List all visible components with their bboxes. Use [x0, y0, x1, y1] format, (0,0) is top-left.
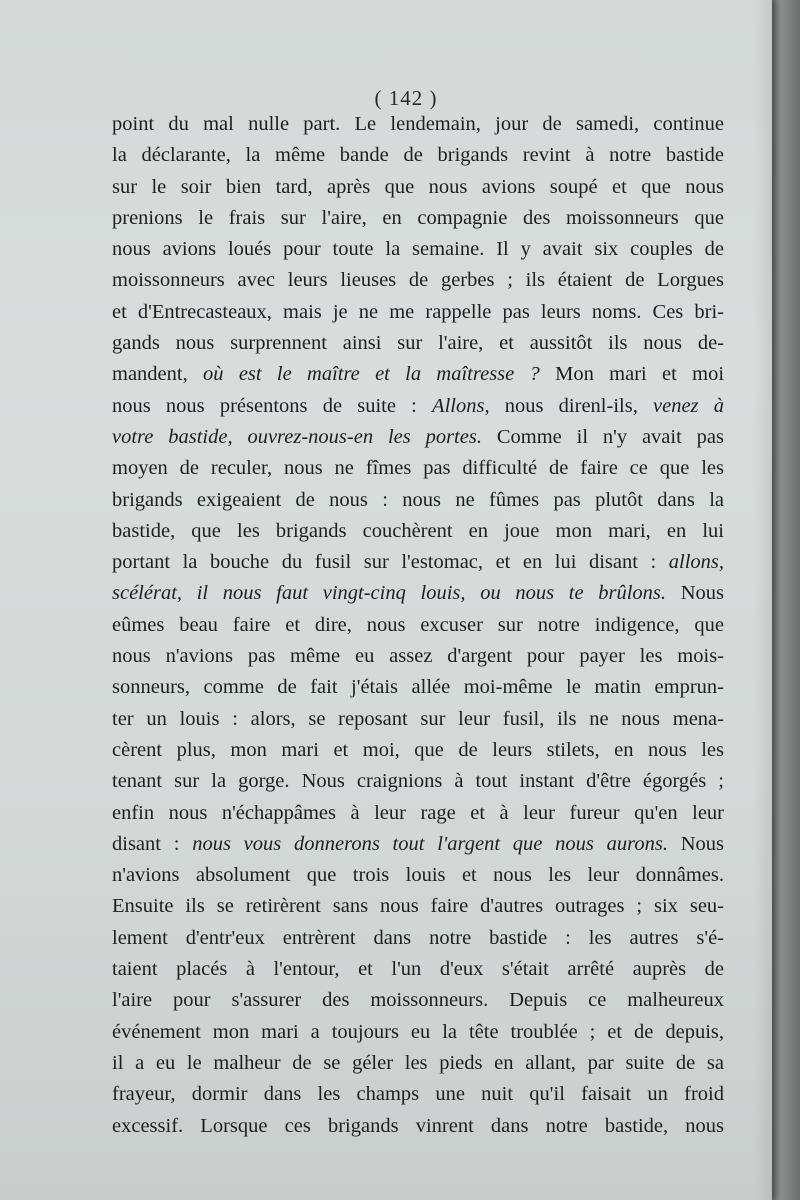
text-run: moissonneurs avec leurs lieuses de gerbes ; ils étaient de Lorgues — [112, 269, 724, 292]
italic-text: nous vous donnerons tout l'argent que nous aurons. — [192, 832, 668, 855]
text-line — [112, 1111, 724, 1142]
text-run: bastide, que les brigands couchèrent en joue mon mari, en lui — [112, 519, 724, 542]
text-line — [112, 516, 724, 547]
text-line — [112, 829, 724, 860]
text-run: mandent, — [112, 363, 204, 386]
text-line — [112, 453, 724, 484]
text-line — [112, 891, 724, 922]
text-run: point du mal nulle part. Le lendemain, jour de samedi, continue — [112, 113, 724, 135]
text-run: sur le soir bien tard, après que nous avions soupé et que nous — [112, 175, 724, 198]
text-run: nous nous présentons de suite : — [112, 394, 433, 417]
text-run: frayeur, dormir dans les champs une nuit qu'il faisait un froid — [112, 1083, 724, 1106]
text-line — [112, 140, 724, 171]
text-run: cèrent plus, mon mari et moi, que de leurs stilets, en nous les — [112, 738, 724, 761]
text-line — [112, 1079, 724, 1110]
text-run: et d'Entrecasteaux, mais je ne me rappelle pas leurs noms. Ces bri- — [112, 300, 724, 323]
text-line — [112, 422, 724, 453]
text-line — [112, 578, 724, 609]
page-number: ( 142 ) — [374, 86, 438, 110]
text-line — [112, 798, 724, 829]
text-run: eûmes beau faire et dire, nous excuser sur notre indigence, que — [112, 613, 724, 636]
text-run: gands nous surprennent ainsi sur l'aire, et aussitôt ils nous de- — [112, 332, 724, 355]
text-line — [112, 766, 724, 797]
text-run: Nous — [666, 582, 724, 605]
text-run: prenions le frais sur l'aire, en compagnie des moissonneurs que — [112, 206, 724, 229]
text-run: moyen de reculer, nous ne fîmes pas difficulté de faire ce que les — [112, 457, 724, 480]
text-line — [112, 328, 724, 359]
text-run: ter un louis : alors, se reposant sur leur fusil, ils ne nous mena- — [112, 707, 724, 730]
text-line — [112, 172, 724, 203]
text-run: événement mon mari a toujours eu la tête troublée ; et de depuis, — [112, 1020, 724, 1043]
text-run: Ensuite ils se retirèrent sans nous faire d'autres outrages ; six seu- — [112, 895, 724, 918]
text-line — [112, 485, 724, 516]
background-edge — [768, 0, 800, 1200]
text-run: nous n'avions pas même eu assez d'argent pour payer les mois- — [112, 645, 724, 668]
text-run: sonneurs, comme de fait j'étais allée moi-même le matin emprun- — [112, 676, 724, 699]
text-line — [112, 672, 724, 703]
text-line — [112, 704, 724, 735]
italic-text: où est le maître et la maîtresse ? — [203, 363, 540, 386]
text-line — [112, 203, 724, 234]
italic-text: Allons, — [432, 394, 490, 417]
text-run: Nous — [667, 832, 724, 855]
italic-text: allons, — [668, 551, 724, 574]
text-run: nous direnl-ils, — [489, 394, 654, 417]
italic-text: venez à — [653, 394, 724, 417]
text-line — [112, 641, 724, 672]
text-line — [112, 547, 724, 578]
text-run: lement d'entr'eux entrèrent dans notre bastide : les autres s'é- — [112, 926, 724, 949]
text-run: excessif. Lorsque ces brigands vinrent dans notre bastide, nous — [112, 1114, 724, 1137]
text-line — [112, 297, 724, 328]
text-line — [112, 234, 724, 265]
text-run: tenant sur la gorge. Nous craignions à tout instant d'être égorgés ; — [112, 770, 724, 793]
text-run: taient placés à l'entour, et l'un d'eux s'était arrêté auprès de — [112, 958, 724, 981]
text-run: brigands exigeaient de nous : nous ne fûmes pas plutôt dans la — [112, 488, 724, 511]
text-run: l'aire pour s'assurer des moissonneurs. Depuis ce malheureux — [112, 989, 724, 1012]
text-line — [112, 860, 724, 891]
text-line — [112, 1048, 724, 1079]
text-run: la déclarante, la même bande de brigands revint à notre bastide — [112, 144, 724, 167]
text-run: nous avions loués pour toute la semaine. Il y avait six couples de — [112, 238, 724, 261]
text-line — [112, 359, 724, 390]
text-line — [112, 923, 724, 954]
text-line — [112, 1017, 724, 1048]
italic-text: scélérat, il nous faut vingt-cinq louis, ou nous te brûlons. — [112, 582, 667, 605]
text-line — [112, 954, 724, 985]
text-line — [112, 610, 724, 641]
text-line — [112, 391, 724, 422]
text-run: n'avions absolument que trois louis et nous les leur donnâmes. — [112, 864, 724, 887]
text-run: Mon mari et moi — [539, 363, 724, 386]
text-run: il a eu le malheur de se géler les pieds en allant, par suite de sa — [112, 1051, 724, 1074]
text-line — [112, 265, 724, 296]
page-text — [112, 109, 724, 1142]
text-line — [112, 109, 724, 140]
text-line — [112, 735, 724, 766]
text-run: portant la bouche du fusil sur l'estomac, et en lui disant : — [112, 551, 669, 574]
text-run: disant : — [112, 832, 193, 855]
text-line — [112, 985, 724, 1016]
italic-text: votre bastide, ouvrez-nous-en les portes. — [112, 425, 482, 448]
text-run: Comme il n'y avait pas — [481, 425, 724, 448]
text-run: enfin nous n'échappâmes à leur rage et à leur fureur qu'en leur — [112, 801, 724, 824]
